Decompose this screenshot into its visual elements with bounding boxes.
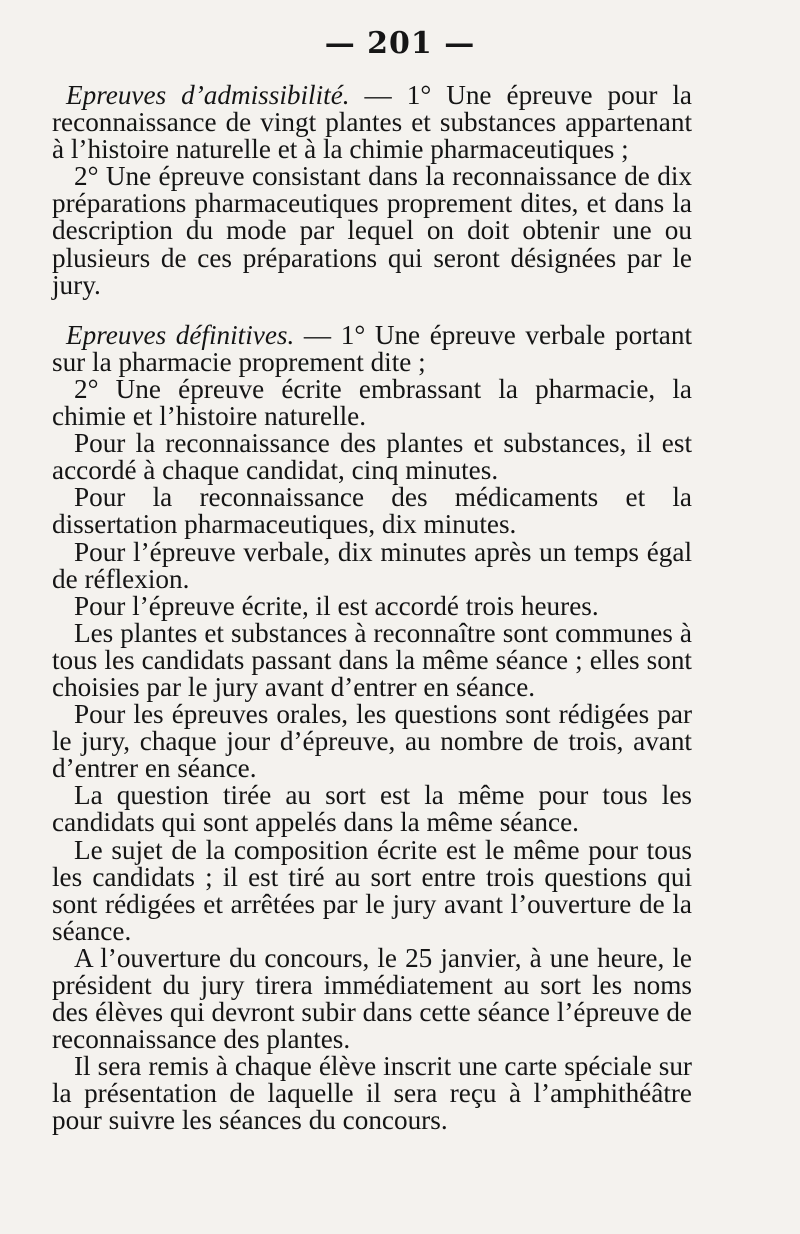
- paragraph-text: 2° Une épreuve écrite embrassant la pharmacie, la chimie et l’histoire naturelle.: [52, 373, 692, 432]
- paragraph: [52, 484, 692, 538]
- paragraph: [52, 782, 692, 836]
- paragraph: [52, 590, 692, 621]
- paragraph: [52, 617, 692, 702]
- paragraph-text: Pour l’épreuve écrite, il est accordé trois heures.: [74, 590, 599, 621]
- paragraph-text: 2° Une épreuve consistant dans la reconnaissance de dix préparations pharmaceutiques proprement dites, et dans la description du mode par lequel on doit obtenir une ou plusieurs de ces préparations qui seront désignées par le jury.: [52, 161, 692, 300]
- paragraph: [52, 834, 692, 946]
- paragraph-text: Pour la reconnaissance des plantes et substances, il est accordé à chaque candidat, cinq minutes.: [52, 428, 692, 486]
- paragraph: [52, 536, 692, 594]
- section-heading: Epreuves d’admissibilité.: [66, 80, 350, 110]
- paragraph-text: Pour la reconnaissance des médicaments et la dissertation pharmaceutiques, dix minutes.: [52, 482, 692, 540]
- paragraph-text: — 1° Une épreuve verbale portant sur la pharmacie proprement dite ;: [52, 319, 692, 377]
- paragraph: [52, 942, 692, 1055]
- paragraph-text: Pour l’épreuve verbale, dix minutes après un temps égal de réflexion.: [52, 536, 692, 594]
- paragraph-text: A l’ouverture du concours, le 25 janvier, à une heure, le président du jury tirera immédiatement au sort les noms des élèves qui devront subir dans cette séance l’épreuve de reconnaissance des plantes.: [52, 942, 692, 1055]
- paragraph: [52, 373, 692, 432]
- paragraph-text: — 1° Une épreuve pour la reconnaissance de vingt plantes et substances appartenant à l’histoire naturelle et à la chimie pharmaceutiques ;: [52, 80, 692, 165]
- paragraph: [52, 319, 692, 377]
- paragraph-text: La question tirée au sort est la même pour tous les candidats qui sont appelés dans la même séance.: [52, 780, 692, 838]
- paragraph-text: Pour les épreuves orales, les questions sont rédigées par le jury, chaque jour d’épreuve, au nombre de trois, avant d’entrer en séance.: [52, 699, 692, 784]
- body-text: [52, 82, 692, 1135]
- paragraph: [52, 701, 692, 782]
- paragraph: [52, 430, 692, 484]
- paragraph: [52, 1053, 692, 1134]
- section-heading: Epreuves définitives.: [66, 319, 295, 350]
- paragraph-text: Il sera remis à chaque élève inscrit une carte spéciale sur la présentation de laquelle il sera reçu à l’amphithéâtre pour suivre les séances du concours.: [52, 1051, 692, 1136]
- paragraph: [52, 163, 692, 298]
- paragraph-text: Le sujet de la composition écrite est le même pour tous les candidats ; il est tiré au sort entre trois questions qui sont rédigées et arrêtées par le jury avant l’ouverture de la séance.: [52, 834, 692, 946]
- paragraph: [52, 82, 692, 163]
- page-number: — 201 —: [324, 26, 476, 61]
- paragraph-text: Les plantes et substances à reconnaître sont communes à tous les candidats passant dans la même séance ; elles sont choisies par le jury avant d’entrer en séance.: [52, 617, 692, 702]
